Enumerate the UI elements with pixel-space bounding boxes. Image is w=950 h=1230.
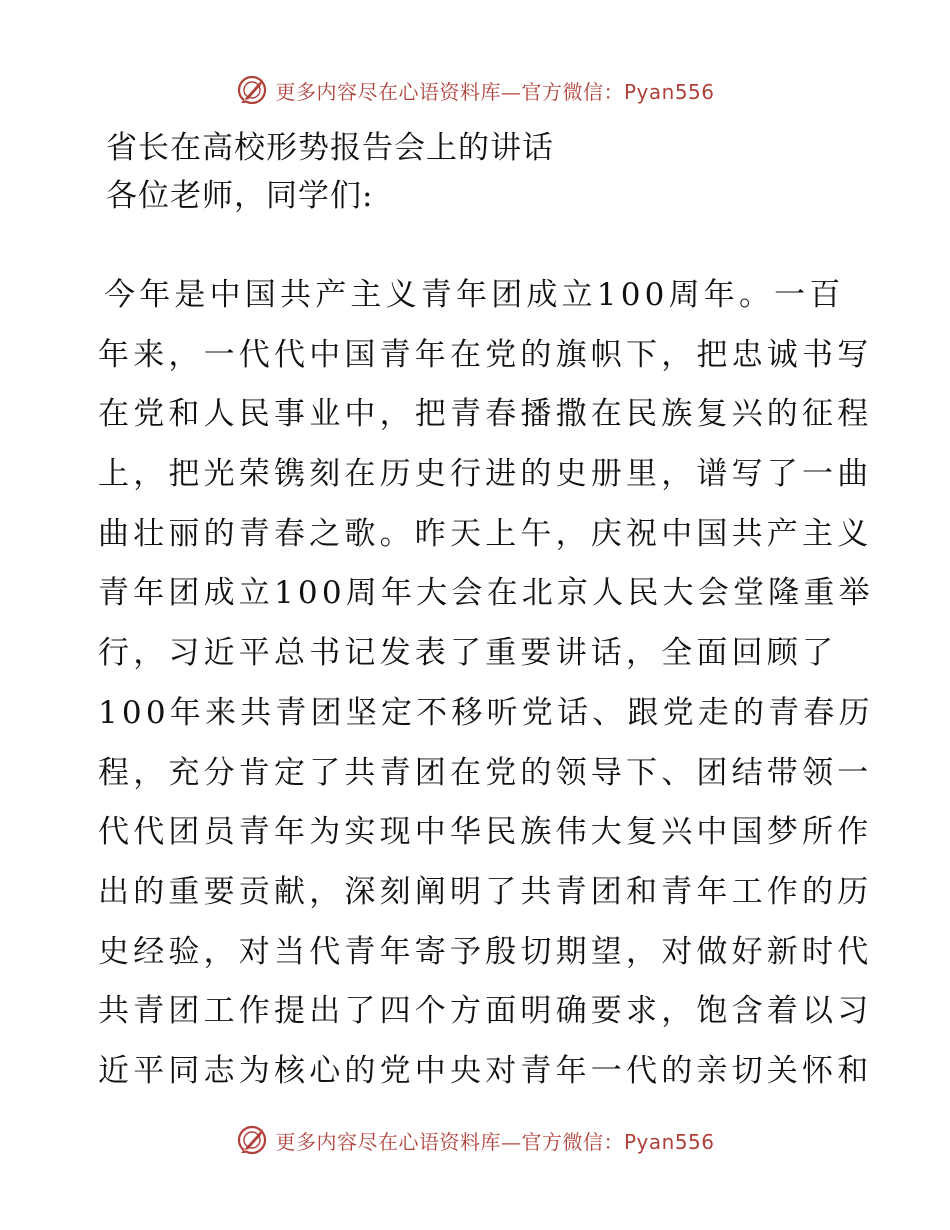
paragraph-line: 行，习近平总书记发表了重要讲话，全面回顾了 (98, 635, 838, 672)
greeting: 各位老师，同学们: (106, 178, 374, 214)
paragraph-line: 史经验，对当代青年寄予殷切期望，对做好新时代 (98, 933, 873, 970)
watermark-footer (0, 1118, 950, 1162)
paragraph-line: 年来，一代代中国青年在党的旗帜下，把忠诚书写 (98, 336, 873, 373)
paragraph-line: 青年团成立100周年大会在北京人民大会堂隆重举 (98, 575, 874, 612)
paragraph-line: 共青团工作提出了四个方面明确要求，饱含着以习 (98, 993, 873, 1030)
paragraph-line: 程，充分肯定了共青团在党的领导下、团结带领一 (98, 754, 873, 791)
paragraph-line: 近平同志为核心的党中央对青年一代的亲切关怀和 (98, 1052, 873, 1089)
paragraph-line: 今年是中国共产主义青年团成立100周年。一百 (104, 277, 845, 313)
watermark-text: 更多内容尽在心语资料库—官方微信：Pyan556 (275, 1129, 715, 1154)
watermark-text: 更多内容尽在心语资料库—官方微信：Pyan556 (275, 79, 715, 104)
document-title: 省长在高校形势报告会上的讲话 (106, 130, 554, 166)
paragraph-line: 在党和人民事业中，把青春播撒在民族复兴的征程 (98, 396, 873, 433)
paragraph-line: 100年来共青团坚定不移听党话、跟党走的青春历 (98, 694, 874, 731)
speech-paragraph (98, 266, 874, 1102)
paragraph-line: 出的重要贡献，深刻阐明了共青团和青年工作的历 (98, 873, 873, 910)
quill-logo-icon (235, 73, 269, 107)
watermark-header (0, 68, 950, 112)
paragraph-line: 代代团员青年为实现中华民族伟大复兴中国梦所作 (98, 814, 873, 851)
paragraph-line: 曲壮丽的青春之歌。昨天上午，庆祝中国共产主义 (98, 515, 873, 552)
paragraph-line: 上，把光荣镌刻在历史行进的史册里，谱写了一曲 (98, 456, 873, 493)
quill-logo-icon (235, 1123, 269, 1157)
